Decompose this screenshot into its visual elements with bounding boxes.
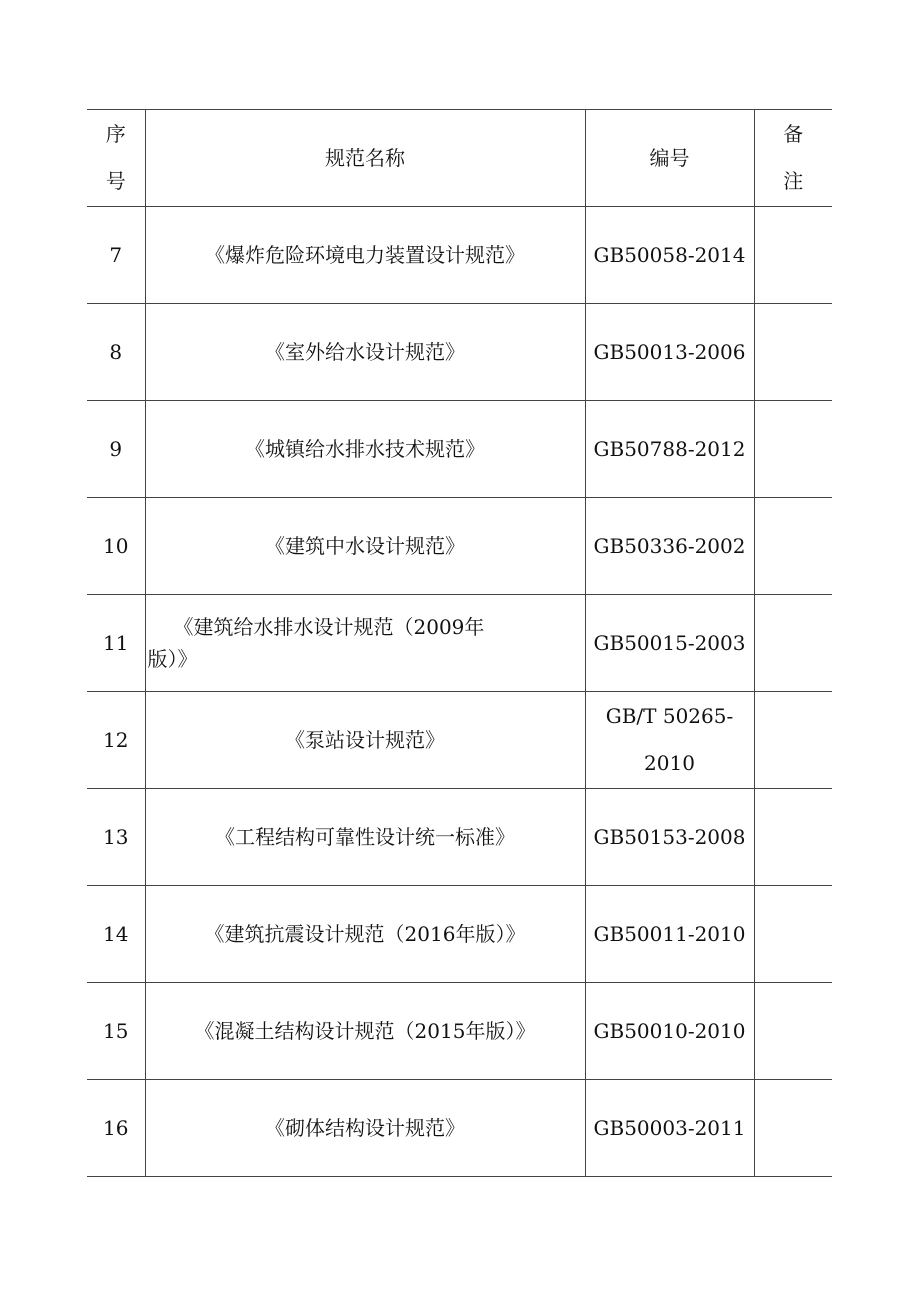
table-row xyxy=(87,789,832,886)
row-seq: 9 xyxy=(87,401,145,498)
table-row xyxy=(87,207,832,304)
row-code: GB50011-2010 xyxy=(585,886,754,983)
row-code: GB50013-2006 xyxy=(585,304,754,401)
header-note-char-2: 注 xyxy=(783,169,804,193)
row-name: 《砌体结构设计规范》 xyxy=(145,1080,585,1177)
row-code: GB50336-2002 xyxy=(585,498,754,595)
table-header-row xyxy=(87,110,832,207)
row-seq: 7 xyxy=(87,207,145,304)
row-name xyxy=(145,595,585,692)
header-note-char-1: 备 xyxy=(783,122,804,146)
table-row xyxy=(87,401,832,498)
row-name: 《混凝土结构设计规范（2015年版）》 xyxy=(145,983,585,1080)
row-name: 《建筑抗震设计规范（2016年版）》 xyxy=(145,886,585,983)
row-code: GB50788-2012 xyxy=(585,401,754,498)
row-note xyxy=(754,304,832,401)
table-row xyxy=(87,498,832,595)
row-code: GB50015-2003 xyxy=(585,595,754,692)
row-note xyxy=(754,789,832,886)
table-row xyxy=(87,983,832,1080)
row-name: 《城镇给水排水技术规范》 xyxy=(145,401,585,498)
row-seq: 13 xyxy=(87,789,145,886)
table-row xyxy=(87,886,832,983)
row-code: GB50153-2008 xyxy=(585,789,754,886)
row-name: 《工程结构可靠性设计统一标准》 xyxy=(145,789,585,886)
header-seq-char-1: 序 xyxy=(105,122,126,146)
header-name: 规范名称 xyxy=(145,110,585,207)
row-code: GB50003-2011 xyxy=(585,1080,754,1177)
row-seq: 14 xyxy=(87,886,145,983)
row-seq: 10 xyxy=(87,498,145,595)
row-name: 《建筑中水设计规范》 xyxy=(145,498,585,595)
row-name-line-2: 版）》 xyxy=(147,647,198,671)
header-seq xyxy=(87,110,145,207)
table-row xyxy=(87,595,832,692)
row-seq: 16 xyxy=(87,1080,145,1177)
row-note xyxy=(754,1080,832,1177)
row-seq: 12 xyxy=(87,692,145,789)
row-seq: 15 xyxy=(87,983,145,1080)
row-note xyxy=(754,498,832,595)
row-note xyxy=(754,595,832,692)
row-seq: 8 xyxy=(87,304,145,401)
header-seq-char-2: 号 xyxy=(105,169,126,193)
row-name-line-1: 《建筑给水排水设计规范（2009年 xyxy=(173,615,485,639)
row-note xyxy=(754,692,832,789)
table-row xyxy=(87,304,832,401)
row-name: 《爆炸危险环境电力装置设计规范》 xyxy=(145,207,585,304)
row-seq: 11 xyxy=(87,595,145,692)
row-note xyxy=(754,983,832,1080)
row-name: 《室外给水设计规范》 xyxy=(145,304,585,401)
standards-table xyxy=(87,109,832,1177)
row-note xyxy=(754,401,832,498)
header-code: 编号 xyxy=(585,110,754,207)
header-note xyxy=(754,110,832,207)
table-row xyxy=(87,692,832,789)
row-note xyxy=(754,207,832,304)
row-note xyxy=(754,886,832,983)
row-code: GB50010-2010 xyxy=(585,983,754,1080)
row-name: 《泵站设计规范》 xyxy=(145,692,585,789)
table-row xyxy=(87,1080,832,1177)
row-code: GB/T 50265-2010 xyxy=(585,692,754,789)
row-code: GB50058-2014 xyxy=(585,207,754,304)
